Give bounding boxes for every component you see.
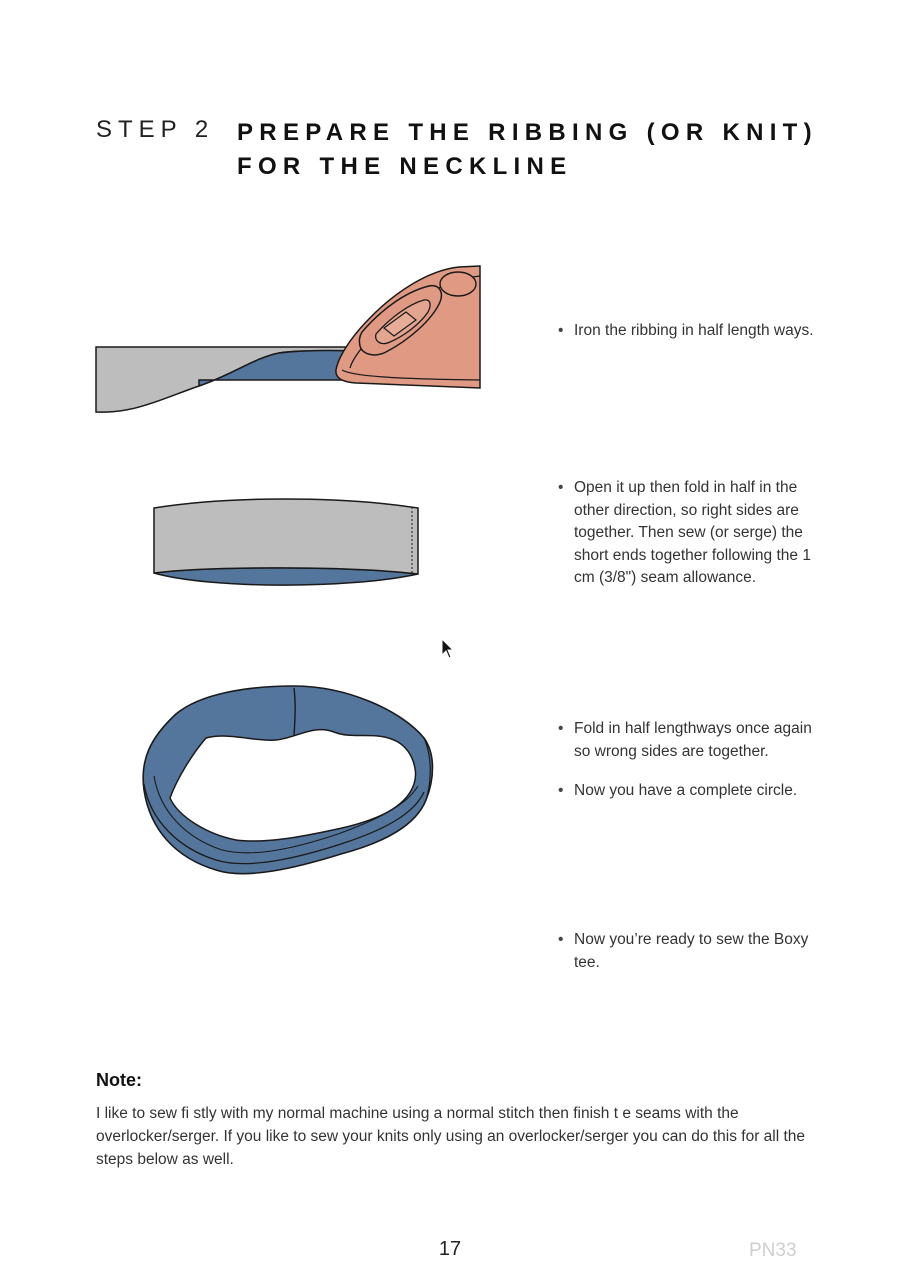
- mouse-cursor-icon: [441, 638, 455, 660]
- step-bullets-3: [558, 718, 818, 803]
- note-title: Note:: [96, 1070, 142, 1090]
- sewn-band-illustration: [150, 494, 426, 590]
- step-label: STEP 2: [96, 116, 215, 143]
- iron-ribbing-illustration: [94, 262, 484, 418]
- list-item: • Now you’re ready to sew the Boxy tee.: [558, 929, 818, 974]
- step-bullets-4: [558, 929, 818, 974]
- note-text: I like to sew fi stly with my normal machine using a normal stitch then finish t e seams with the overlocker/serger. If you like to sew your knits only using an overlocker/serger you can do this for all the steps below as well.: [96, 1105, 806, 1168]
- list-item: • Fold in half lengthways once again so wrong sides are together.: [558, 718, 818, 763]
- step-title-line-2: FOR THE NECKLINE: [237, 153, 573, 180]
- list-item: • Open it up then fold in half in the other direction, so right sides are together. Then sew (or serge) the short ends together following the 1 cm (3/8") seam allowance.: [558, 477, 818, 590]
- ribbing-circle-illustration: [136, 680, 442, 884]
- page-number: 17: [438, 1238, 462, 1260]
- list-item: • Now you have a complete circle.: [558, 780, 818, 803]
- step-bullets-1: [558, 320, 818, 343]
- doc-code: PN33: [749, 1240, 797, 1261]
- step-title-line-1: PREPARE THE RIBBING (OR KNIT): [237, 119, 818, 146]
- step-title: [237, 116, 837, 184]
- step-bullets-2: [558, 477, 818, 590]
- list-item: • Iron the ribbing in half length ways.: [558, 320, 818, 343]
